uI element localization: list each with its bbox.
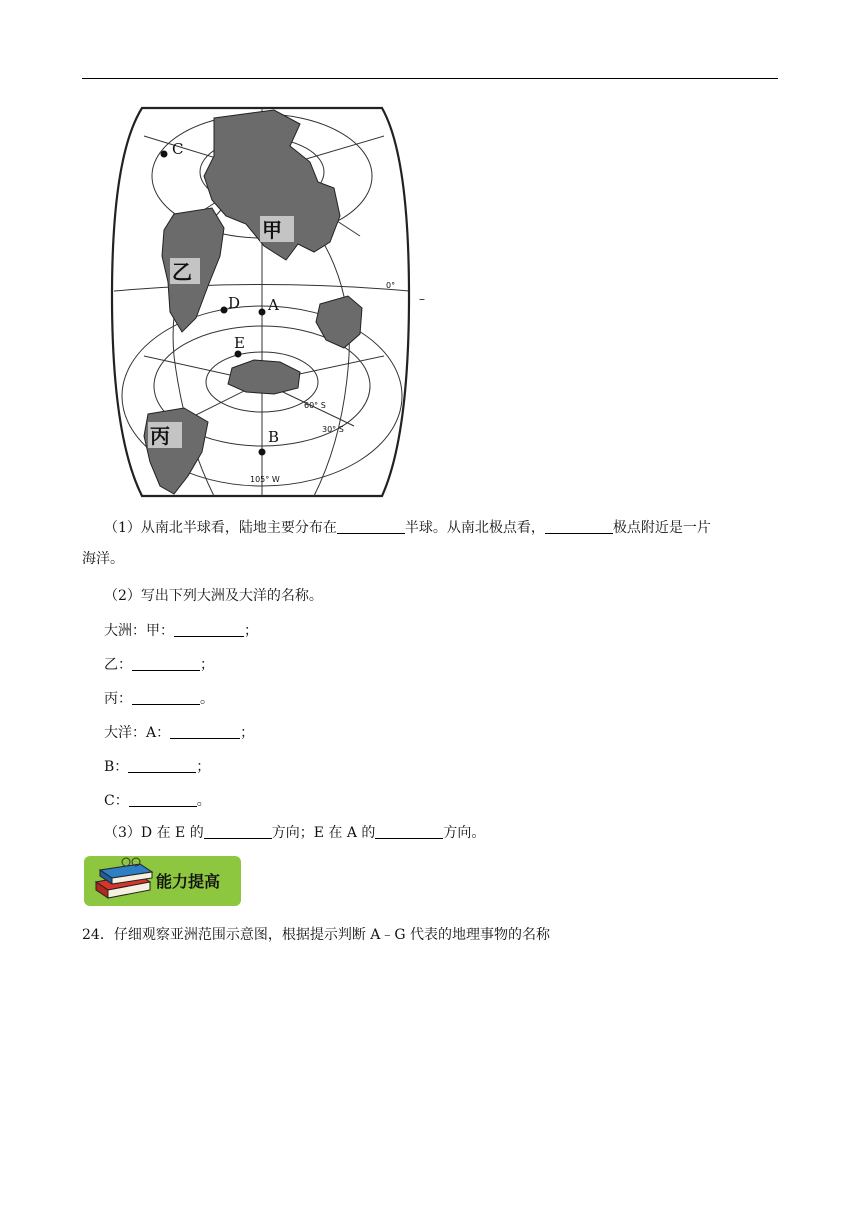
label-lat60: 60° S <box>304 401 326 410</box>
label-C: C <box>172 140 184 158</box>
q1-line1: （1）从南北半球看，陆地主要分布在 半球。从南北极点看， 极点附近是一片 <box>104 520 711 536</box>
q2-ocean-a: 大洋：A： ； <box>104 725 255 741</box>
q2-continent-bing: 丙： 。 <box>104 691 214 707</box>
q2-blank-yi[interactable] <box>132 656 200 671</box>
q3-blank-1[interactable] <box>204 824 272 839</box>
q1-blank-1[interactable] <box>337 519 405 534</box>
section-badge <box>84 856 241 906</box>
continent-australia <box>316 296 362 348</box>
label-A: A <box>268 296 279 314</box>
label-jia: 甲 <box>262 218 282 242</box>
label-D: D <box>228 294 241 312</box>
label-bing: 丙 <box>150 424 170 448</box>
q2-blank-b[interactable] <box>128 758 196 773</box>
q2-ocean-c: C： 。 <box>104 793 211 809</box>
q2-blank-c[interactable] <box>129 792 197 807</box>
q3-line: （3）D 在 E 的 方向；E 在 A 的 方向。 <box>104 825 486 841</box>
q24-text: 24．仔细观察亚洲范围示意图，根据提示判断 A﹣G 代表的地理事物的名称 <box>82 927 551 943</box>
continent-antarctica <box>228 360 300 394</box>
header-rule <box>82 78 778 79</box>
label-yi: 乙 <box>172 260 192 284</box>
label-eq: 0° <box>386 281 396 290</box>
q1-blank-2[interactable] <box>545 519 613 534</box>
q2-title: （2）写出下列大洲及大洋的名称。 <box>104 588 323 604</box>
q2-blank-bing[interactable] <box>132 690 200 705</box>
q3-blank-2[interactable] <box>375 824 443 839</box>
q2-blank-a[interactable] <box>170 724 240 739</box>
badge-label: 能力提高 <box>156 872 221 891</box>
continent-south-america <box>144 408 208 494</box>
books-icon <box>88 856 160 906</box>
q2-continent-yi: 乙： ； <box>104 657 214 673</box>
label-B: B <box>268 428 280 446</box>
label-lat30: 30° S <box>322 425 344 434</box>
dash-mark: – <box>419 292 425 306</box>
q2-continent-jia: 大洲：甲： ； <box>104 623 258 639</box>
label-lon105: 105° W <box>250 475 280 484</box>
q1-line2: 海洋。 <box>82 551 124 567</box>
label-E: E <box>234 334 245 352</box>
q2-ocean-b: B： ； <box>104 759 211 775</box>
world-map-figure <box>104 96 420 508</box>
q2-blank-jia[interactable] <box>174 622 244 637</box>
